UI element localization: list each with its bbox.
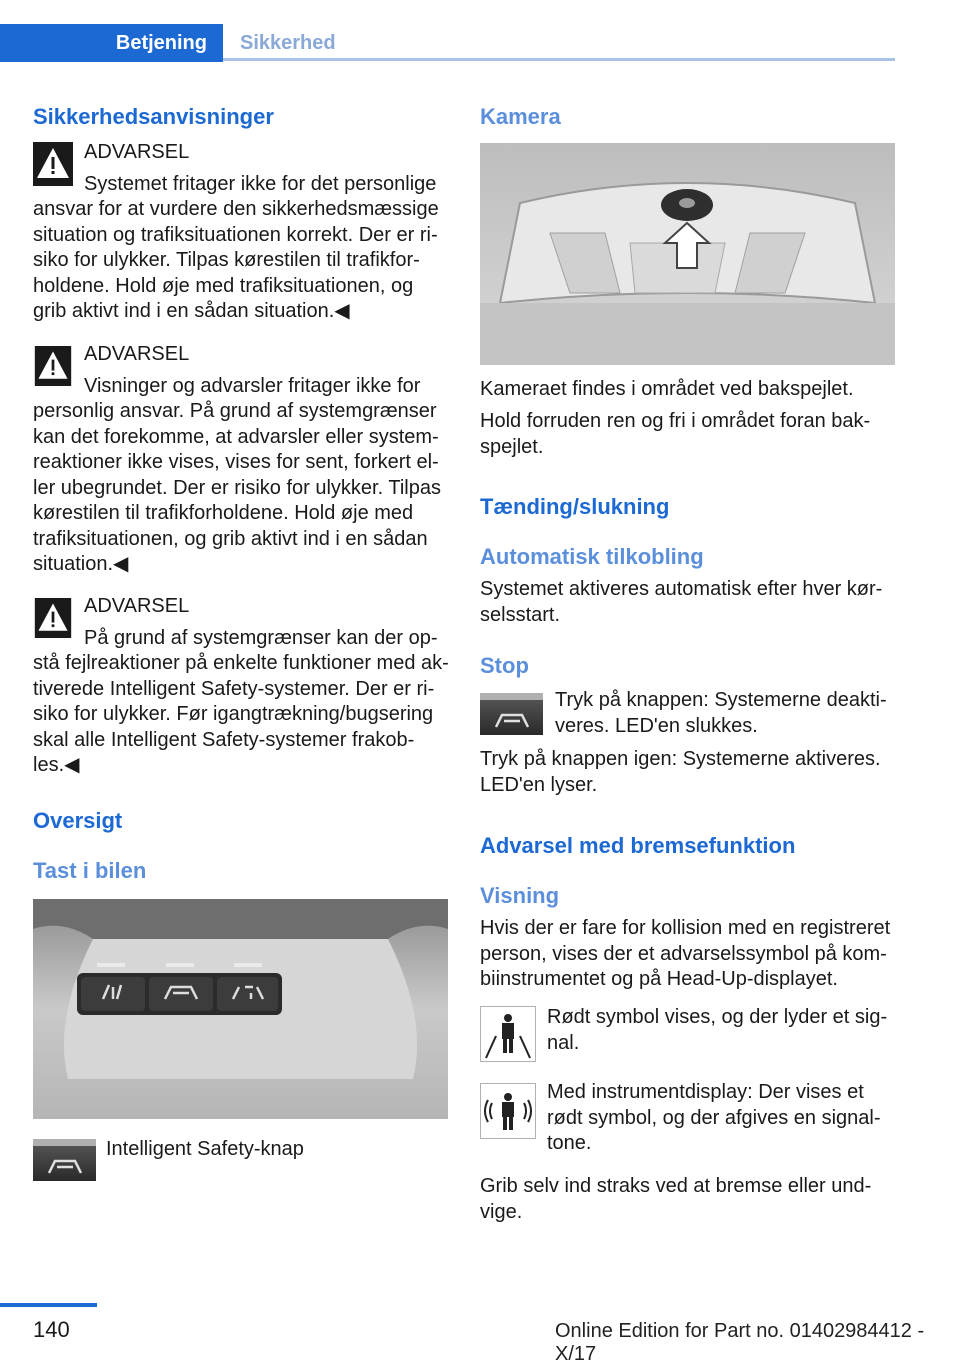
tab-sikkerhed[interactable]: Sikkerhed — [240, 32, 336, 54]
pedestrian-sound-icon — [480, 1083, 536, 1139]
edition-info: Online Edition for Part no. 01402984412 - X/17 — [555, 1320, 925, 1365]
heading-oversigt: Oversigt — [33, 808, 123, 833]
symbol-1-text: Rødt symbol vises, og der lyder et sig‐ nal. — [547, 1006, 888, 1054]
stop-icon-text: Tryk på knappen: Systemerne deakti‐ veres. LED'en slukkes. — [555, 689, 887, 737]
stop-text: Tryk på knappen igen: Systemerne aktiveres. LED'en lyser. — [480, 748, 881, 796]
warning-label: ADVARSEL — [84, 141, 190, 163]
heading-automatisk-tilkobling: Automatisk tilkobling — [480, 544, 704, 569]
tab-bar — [0, 24, 895, 62]
heading-taending-slukning: Tænding/slukning — [480, 494, 670, 519]
warning-text-body: stå fejlreaktioner på enkelte funktioner med ak‐ tiverede Intelligent Safety-systemer. Der er ri‐ siko for ulykker. Før igangtrækning/bugsering skal alle Intelligent Safety-systemer frakob‐ les.◀ — [33, 652, 449, 776]
heading-visning: Visning — [480, 883, 560, 908]
heading-tast-i-bilen: Tast i bilen — [33, 858, 147, 883]
intelligent-safety-button-label: Intelligent Safety-knap — [106, 1138, 304, 1160]
camera-photo — [480, 143, 895, 365]
warning-icon — [33, 346, 73, 386]
section-title-sikkerhedsanvisninger: Sikkerhedsanvisninger — [33, 104, 274, 129]
tab-underline — [223, 58, 895, 61]
heading-stop: Stop — [480, 653, 529, 678]
warning-text-body: ansvar for at vurdere den sikkerhedsmæssige situation og trafiksituationen korrekt. Der er ri‐ siko for ulykker. Tilpas kørestilen til trafikfor‐ holdene. Hold øje med trafiksituationen, og grib aktivt ind i en sådan situation.◀ — [33, 198, 439, 322]
page-number: 140 — [33, 1317, 70, 1342]
warning-text-line: På grund af systemgrænser kan der op‐ — [84, 627, 438, 649]
warning-label: ADVARSEL — [84, 595, 190, 617]
final-text: Grib selv ind straks ved at bremse eller und‐ vige. — [480, 1175, 872, 1223]
safety-button-icon — [480, 693, 543, 735]
intelligent-safety-button-icon — [33, 1139, 96, 1181]
warning-text-line: Systemet fritager ikke for det personlige — [84, 173, 437, 195]
kamera-text-1: Kameraet findes i området ved bakspejlet. — [480, 378, 854, 400]
tab-betjening[interactable]: Betjening — [0, 24, 223, 62]
warning-label: ADVARSEL — [84, 343, 190, 365]
warning-text-body: personlig ansvar. På grund af systemgrænser kan det forekomme, at advarsler eller system‐ reaktioner ikke vises, vises for sent, forkert el‐ ler ubegrundet. Der er risiko for ulykker. Tilpas kørestilen til trafikforholdene. Hold øje med trafiksituationen, og grib aktivt ind i en sådan situation.◀ — [33, 400, 441, 575]
heading-kamera: Kamera — [480, 104, 561, 129]
footer-accent-line — [0, 1303, 97, 1307]
kamera-text-2: Hold forruden ren og fri i området foran bak‐ spejlet. — [480, 410, 871, 458]
button-panel-photo — [33, 899, 448, 1119]
visning-text: Hvis der er fare for kollision med en registreret person, vises der et advarselssymbol på kom‐ biinstrumentet og på Head-Up-displayet. — [480, 917, 891, 990]
symbol-2-text: Med instrumentdisplay: Der vises et rødt symbol, og der afgives en signal‐ tone. — [547, 1081, 881, 1154]
heading-advarsel-bremsefunktion: Advarsel med bremsefunktion — [480, 833, 796, 858]
warning-icon — [33, 598, 73, 638]
warning-icon — [33, 142, 73, 186]
auto-text: Systemet aktiveres automatisk efter hver kør‐ selsstart. — [480, 578, 883, 626]
pedestrian-warning-icon — [480, 1006, 536, 1062]
warning-text-line: Visninger og advarsler fritager ikke for — [84, 375, 421, 397]
